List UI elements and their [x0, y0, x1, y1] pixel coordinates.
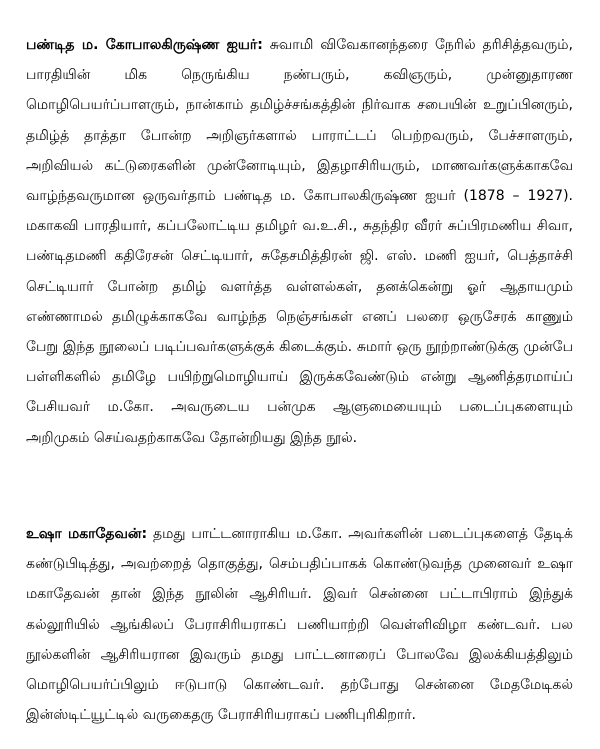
- grandfather-bio-heading: பண்டித ம. கோபாலகிருஷ்ண ஐயர்:: [26, 37, 263, 53]
- author-bio-text: தமது பாட்டனாராகிய ம.கோ. அவர்களின் படைப்புகளைத் தேடிக் கண்டுபிடித்து, அவற்றைத் தொகுத்து, செம்பதிப்பாகக் கொண்டுவந்த முனைவர் உஷா மகாதேவன் தான் இந்த நூலின் ஆசிரியர். இவர் சென்னை பட்டாபிராம் இந்துக் கல்லூரியில் ஆங்கிலப் பேராசிரியராகப் பணியாற்றி வெள்ளிவிழா கண்டவர். பல நூல்களின் ஆசிரியரான இவரும் தமது பாட்டனாரைப் போலவே இலக்கியத்திலும் மொழிபெயர்ப்பிலும் ஈடுபாடு கொண்டவர். தற்போது சென்னை மேதமேடிகல் இன்ஸ்டிட்யூட்டில் வருகைதரு பேராசிரியராகப் பணிபுரிகிறார்.: [26, 526, 573, 724]
- author-bio-section: [26, 519, 573, 730]
- author-bio-heading: உஷா மகாதேவன்:: [26, 526, 148, 542]
- author-bio-paragraph: [26, 519, 573, 730]
- grandfather-bio-text: சுவாமி விவேகானந்தரை நேரில் தரிசித்தவரும், பாரதியின் மிக நெருங்கிய நண்பரும், கவிஞரும், முன்னுதாரண மொழிபெயர்ப்பாளரும், நான்காம் தமிழ்ச்சங்கத்தின் நிர்வாக சபையின் உறுப்பினரும், தமிழ்த் தாத்தா போன்ற அறிஞர்களால் பாராட்டப் பெற்றவரும், பேச்சாளரும், அறிவியல் கட்டுரைகளின் முன்னோடியும், இதழாசிரியரும், மாணவர்களுக்காகவே வாழ்ந்தவருமான ஒருவர்தாம் பண்டித ம. கோபாலகிருஷ்ண ஐயர் (1878 – 1927). மகாகவி பாரதியார், கப்பலோட்டிய தமிழர் வ.உ.சி., சுதந்திர வீரர் சுப்பிரமணிய சிவா, பண்டிதமணி கதிரேசன் செட்டியார், சுதேசமித்திரன் ஜி. எஸ். மணி ஐயர், பெத்தாச்சி செட்டியார் போன்ற தமிழ் வளர்த்த வள்ளல்கள், தனக்கென்று ஓர் ஆதாயமும் எண்ணாமல் தமிழுக்காகவே வாழ்ந்த நெஞ்சங்கள் எனப் பலரை ஒருசேரக் காணும் பேறு இந்த நூலைப் படிப்பவர்களுக்குக் கிடைக்கும். சுமார் ஒரு நூற்றாண்டுக்கு முன்பே பள்ளிகளில் தமிழே பயிற்றுமொழியாய் இருக்கவேண்டும் என்று ஆணித்தரமாய்ப் பேசியவர் ம.கோ. அவருடைய பன்முக ஆளுமையையும் படைப்புகளையும் அறிமுகம் செய்வதற்காகவே தோன்றியது இந்த நூல்.: [26, 37, 573, 446]
- grandfather-bio-section: [26, 30, 573, 453]
- grandfather-bio-paragraph: [26, 30, 573, 453]
